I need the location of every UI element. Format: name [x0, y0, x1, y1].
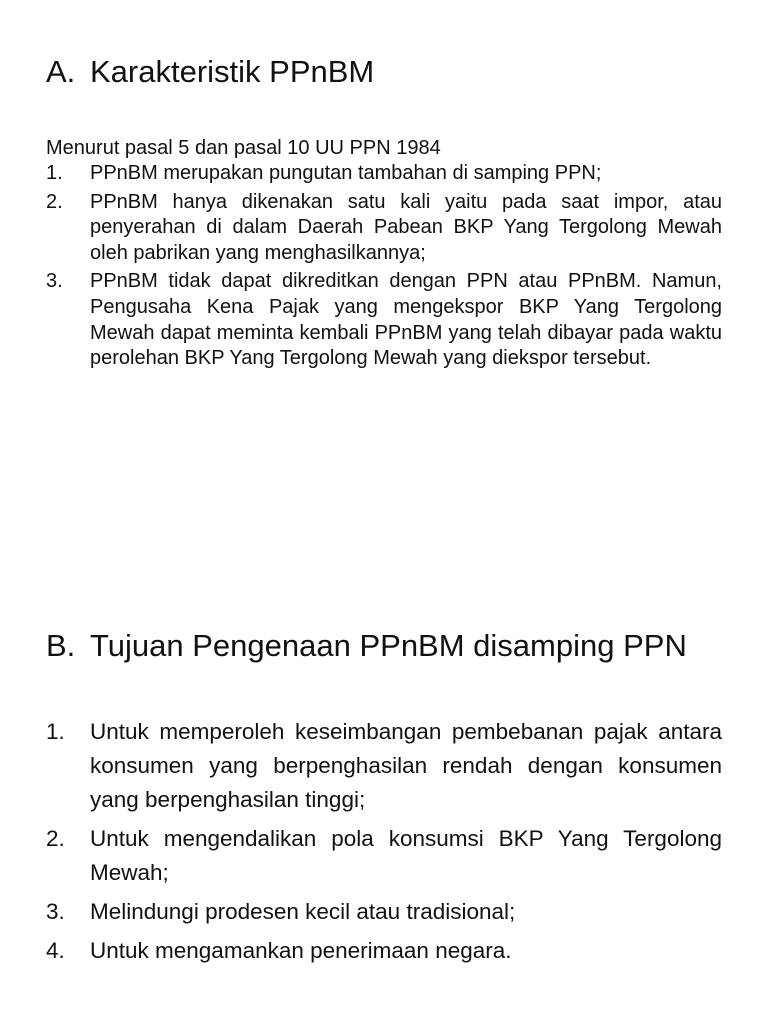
section-a-title	[46, 52, 722, 92]
section-tujuan	[46, 626, 722, 973]
section-karakteristik	[46, 52, 722, 375]
list-item-text: Untuk mengamankan penerimaan negara.	[90, 938, 512, 963]
list-item	[46, 715, 722, 817]
list-item-text: Untuk mengendalikan pola konsumsi BKP Yang Tergolong Mewah;	[90, 826, 722, 885]
list-item-number: 2.	[46, 190, 63, 213]
list-item	[46, 190, 722, 267]
list-item	[46, 934, 722, 968]
section-b-list	[46, 715, 722, 968]
list-item	[46, 269, 722, 371]
section-a-list	[46, 161, 722, 372]
list-item-text: Melindungi prodesen kecil atau tradisional;	[90, 899, 516, 924]
list-item-text: PPnBM hanya dikenakan satu kali yaitu pada saat impor, atau penyerahan di dalam Daerah Pabean BKP Yang Tergolong Mewah oleh pabrikan yang menghasilkannya;	[90, 190, 722, 264]
list-item	[46, 895, 722, 929]
section-b-title	[46, 626, 722, 666]
section-a-title-text: Karakteristik PPnBM	[90, 54, 375, 89]
list-item	[46, 822, 722, 890]
list-item-number: 4.	[46, 938, 65, 963]
list-item-number: 3.	[46, 899, 65, 924]
list-item-number: 2.	[46, 826, 65, 851]
section-b-letter: B.	[46, 628, 76, 663]
list-item-text: Untuk memperoleh keseimbangan pembebanan pajak antara konsumen yang berpenghasilan rendah dengan konsumen yang berpenghasilan tinggi;	[90, 719, 722, 812]
section-a-letter: A.	[46, 54, 76, 89]
list-item-text: PPnBM merupakan pungutan tambahan di samping PPN;	[90, 162, 602, 184]
list-item	[46, 161, 722, 187]
list-item-number: 3.	[46, 270, 63, 293]
section-b-title-text: Tujuan Pengenaan PPnBM disamping PPN	[90, 628, 687, 663]
list-item-number: 1.	[46, 719, 65, 744]
section-a-intro: Menurut pasal 5 dan pasal 10 UU PPN 1984	[46, 137, 441, 159]
list-item-number: 1.	[46, 162, 63, 184]
list-item-text: PPnBM tidak dapat dikreditkan dengan PPN atau PPnBM. Namun, Pengusaha Kena Pajak yang mengekspor BKP Yang Tergolong Mewah dapat meminta kembali PPnBM yang telah dibayar pada waktu perolehan BKP Yang Tergolong Mewah yang diekspor tersebut.	[90, 270, 722, 370]
